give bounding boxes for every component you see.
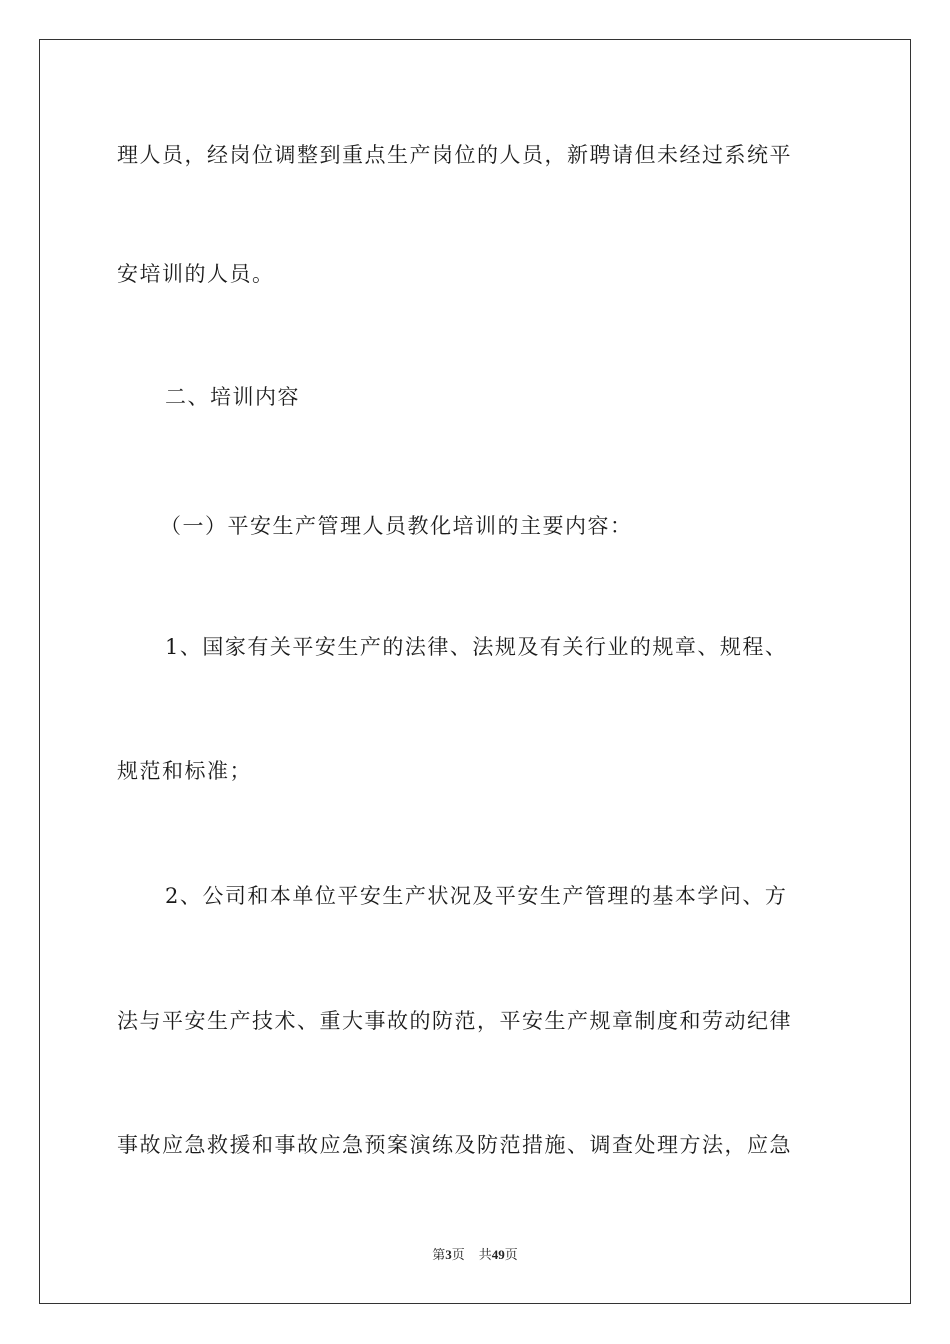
body-line-item-2: 2、公司和本单位平安生产状况及平安生产管理的基本学问、方 — [165, 884, 788, 908]
body-line-item-2-cont-1: 法与平安生产技术、重大事故的防范，平安生产规章制度和劳动纪律 — [117, 1009, 792, 1033]
body-line-item-1-cont: 规范和标准； — [117, 759, 252, 783]
footer-page-prefix: 第 — [432, 1247, 446, 1262]
footer-page-number: 3 — [445, 1247, 452, 1262]
page-footer — [0, 1246, 950, 1264]
page-frame — [39, 39, 911, 1304]
footer-total-pages: 49 — [491, 1247, 505, 1262]
footer-page-suffix: 页 — [451, 1247, 465, 1262]
footer-total-prefix: 共 — [478, 1247, 492, 1262]
body-line-item-2-cont-2: 事故应急救援和事故应急预案演练及防范措施、调查处理方法，应急 — [117, 1133, 792, 1157]
body-line-1: 理人员，经岗位调整到重点生产岗位的人员，新聘请但未经过系统平 — [117, 143, 792, 167]
body-line-item-1: 1、国家有关平安生产的法律、法规及有关行业的规章、规程、 — [165, 635, 788, 659]
subsection-heading: （一）平安生产管理人员教化培训的主要内容： — [160, 514, 633, 538]
section-heading: 二、培训内容 — [165, 385, 300, 409]
footer-total-suffix: 页 — [504, 1247, 518, 1262]
body-line-2: 安培训的人员。 — [117, 262, 275, 286]
